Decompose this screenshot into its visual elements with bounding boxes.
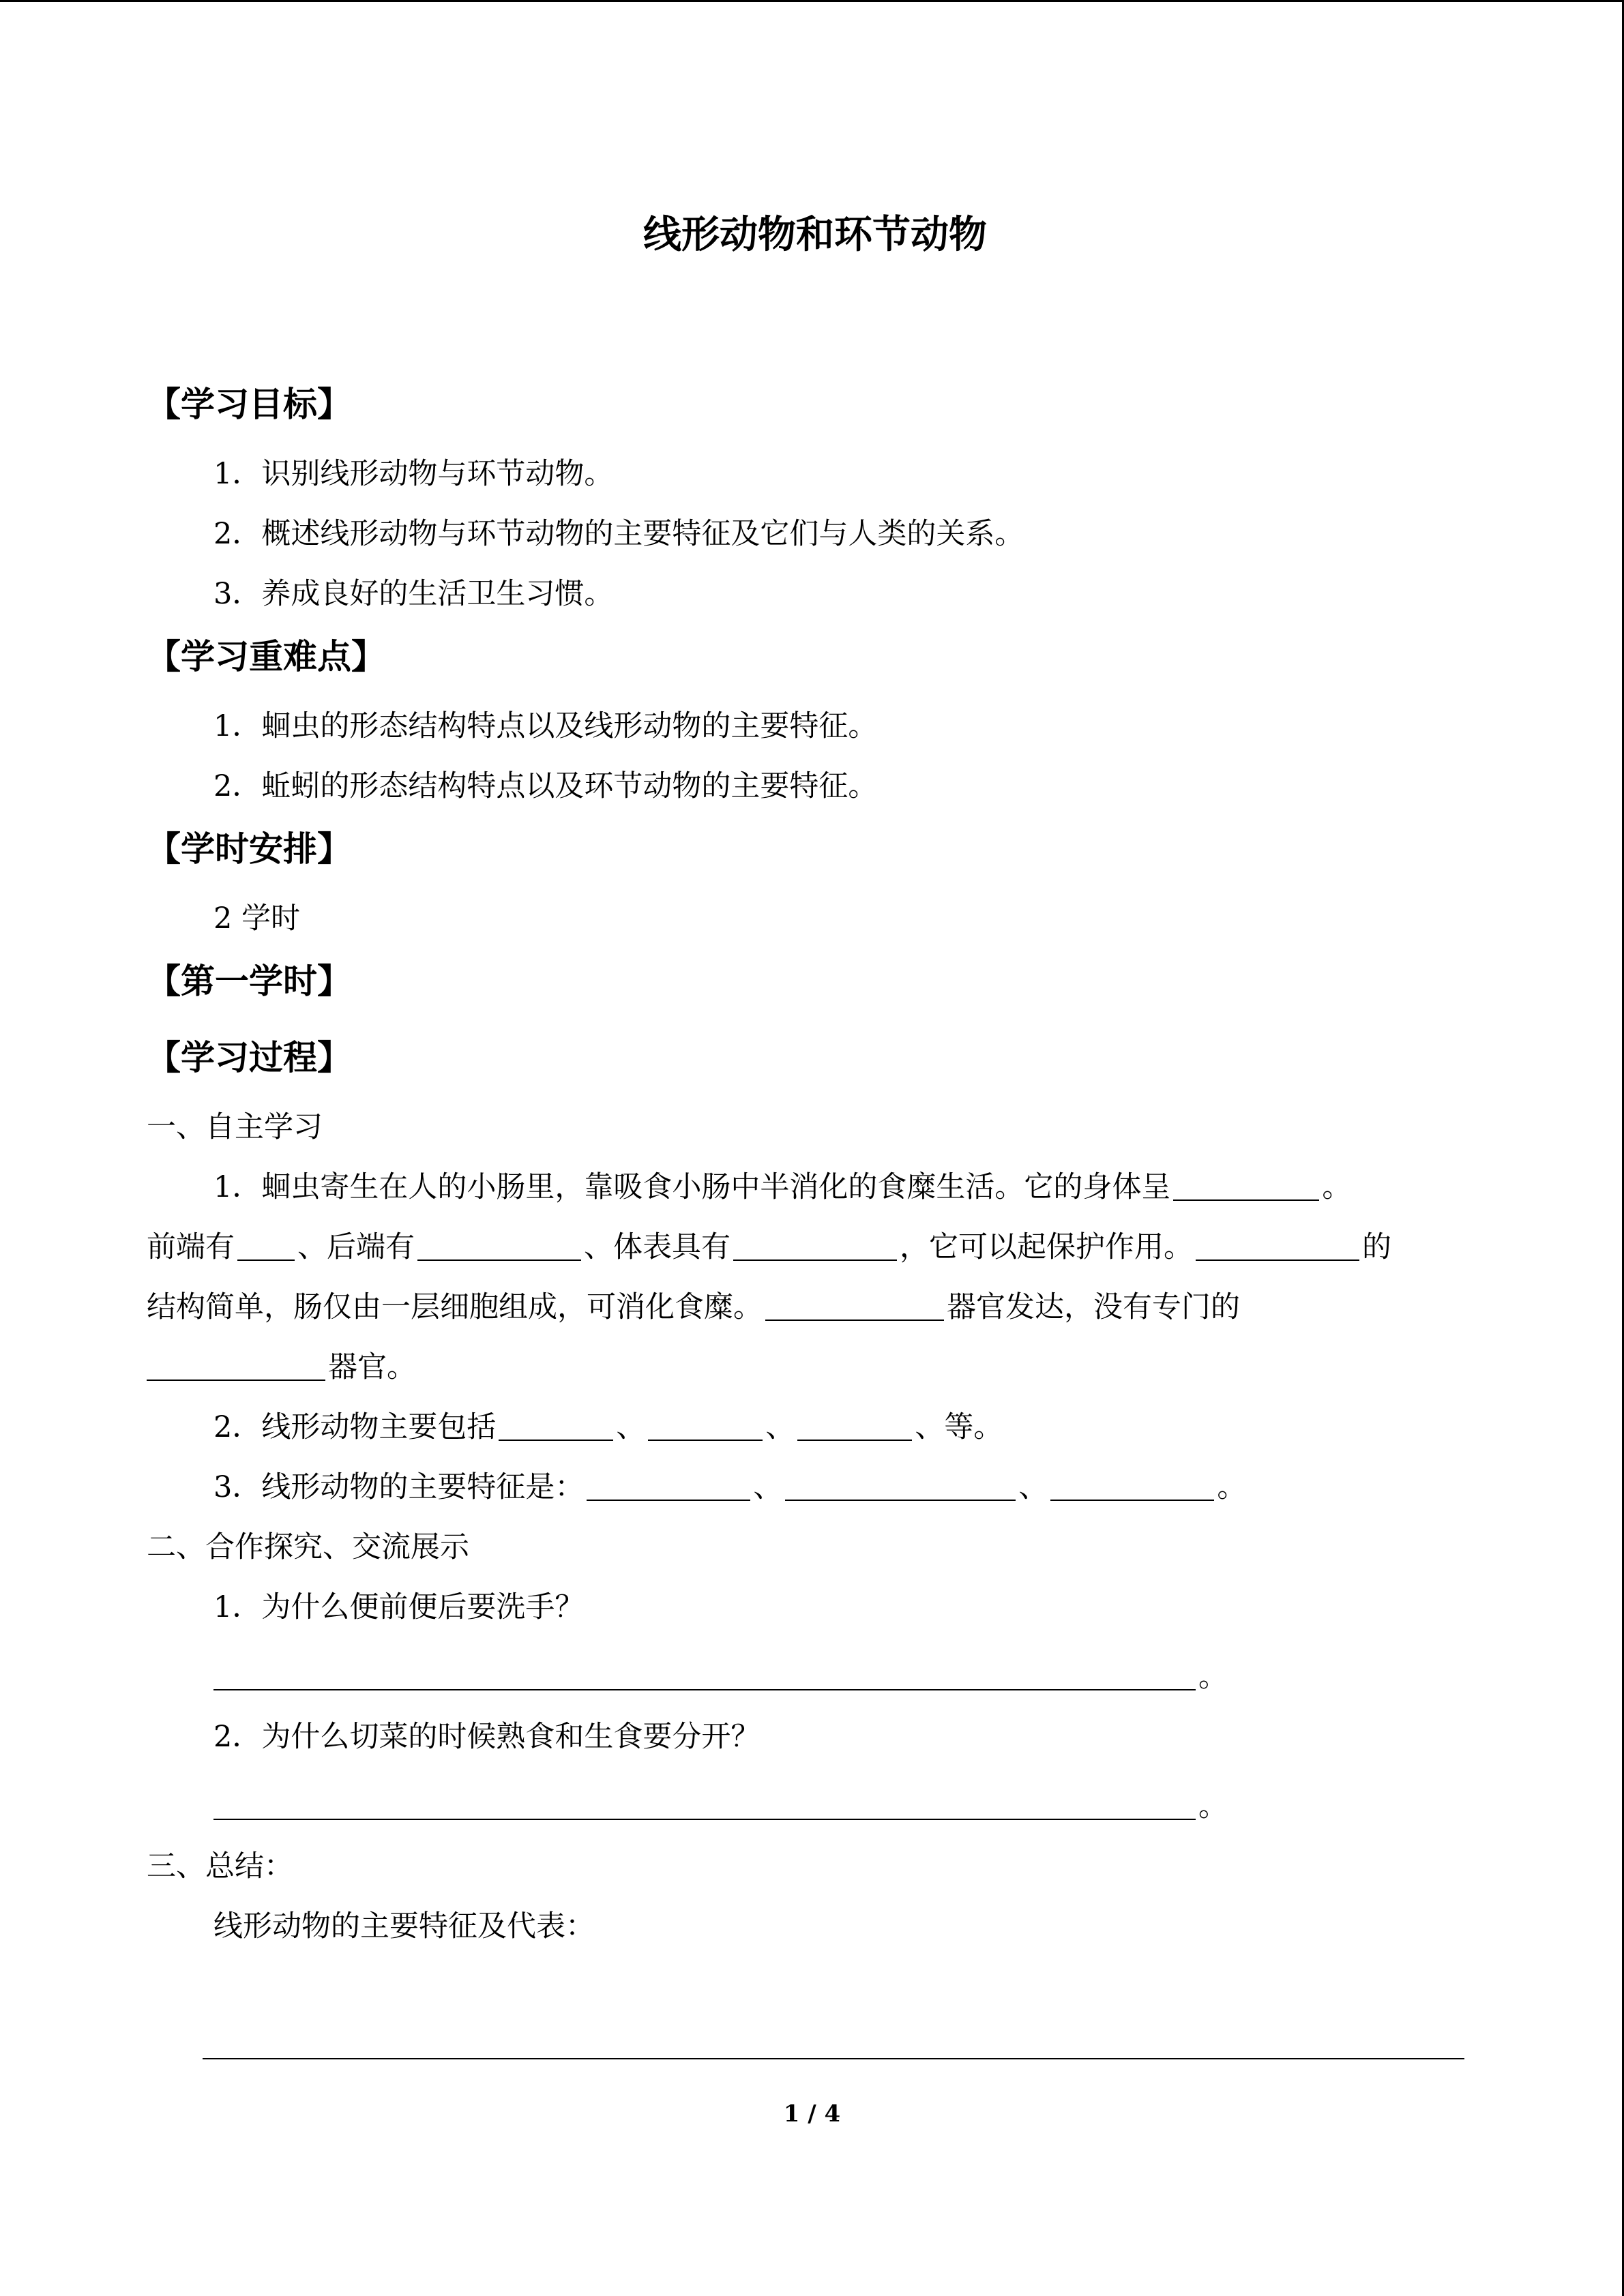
key-point-item: 2．蚯蚓的形态结构特点以及环节动物的主要特征。 bbox=[213, 769, 878, 803]
fill-blank[interactable] bbox=[1050, 1472, 1214, 1501]
heading-process: 【学习过程】 bbox=[147, 1038, 351, 1077]
page-number: 1 / 4 bbox=[783, 2100, 841, 2128]
fill-blank[interactable] bbox=[785, 1472, 1016, 1501]
fill-blank[interactable] bbox=[1196, 1232, 1359, 1261]
answer-line-2: 。 bbox=[147, 1776, 1483, 1836]
key-point-item: 1．蛔虫的形态结构特点以及线形动物的主要特征。 bbox=[213, 709, 878, 743]
fill-blank[interactable] bbox=[765, 1292, 944, 1321]
document-title: 线形动物和环节动物 bbox=[643, 213, 987, 257]
fill-blank[interactable] bbox=[499, 1412, 613, 1441]
page-border-top bbox=[0, 0, 1624, 2]
goal-item: 3．养成良好的生活卫生习惯。 bbox=[213, 577, 614, 611]
heading-key-points: 【学习重难点】 bbox=[147, 637, 385, 676]
fill-blank[interactable] bbox=[648, 1412, 763, 1441]
question-1-line-3: 结构简单，肠仅由一层细胞组成，可消化食糜。 器官发达，没有专门的 bbox=[147, 1290, 1240, 1324]
fill-blank[interactable] bbox=[417, 1232, 581, 1261]
fill-blank[interactable] bbox=[147, 1352, 325, 1381]
question-1-line-1: 1．蛔虫寄生在人的小肠里，靠吸食小肠中半消化的食糜生活。它的身体呈 。 bbox=[213, 1170, 1352, 1204]
cooperation-question-1: 1．为什么便前便后要洗手？ bbox=[213, 1590, 585, 1624]
heading-goals: 【学习目标】 bbox=[147, 385, 351, 424]
goal-item: 1．识别线形动物与环节动物。 bbox=[213, 457, 614, 491]
cooperation-question-2: 2．为什么切菜的时候熟食和生食要分开？ bbox=[213, 1720, 761, 1754]
question-3: 3．线形动物的主要特征是： 、 、 。 bbox=[213, 1470, 1247, 1504]
summary-answer-line[interactable] bbox=[203, 2058, 1464, 2059]
goal-item: 2．概述线形动物与环节动物的主要特征及它们与人类的关系。 bbox=[213, 517, 1024, 551]
section-summary: 三、总结： bbox=[147, 1849, 293, 1883]
fill-blank[interactable] bbox=[237, 1232, 295, 1261]
heading-first-period: 【第一学时】 bbox=[147, 961, 351, 1001]
fill-blank[interactable] bbox=[587, 1472, 750, 1501]
answer-blank[interactable] bbox=[213, 1662, 1196, 1690]
schedule-text: 2 学时 bbox=[213, 901, 301, 936]
heading-schedule: 【学时安排】 bbox=[147, 829, 351, 869]
question-1-line-2: 前端有 、后端有 、体表具有 ，它可以起保护作用。 的 bbox=[147, 1230, 1391, 1264]
document-page bbox=[147, 164, 1483, 1956]
section-self-study: 一、自主学习 bbox=[147, 1110, 323, 1144]
fill-blank[interactable] bbox=[733, 1232, 897, 1261]
answer-blank[interactable] bbox=[213, 1791, 1196, 1820]
summary-text: 线形动物的主要特征及代表： bbox=[213, 1909, 595, 1943]
fill-blank[interactable] bbox=[797, 1412, 912, 1441]
question-1-line-4: 器官。 bbox=[147, 1337, 1483, 1397]
answer-line-1: 。 bbox=[147, 1647, 1483, 1707]
question-2: 2．线形动物主要包括 、 、 、等。 bbox=[213, 1410, 1003, 1444]
fill-blank[interactable] bbox=[1173, 1172, 1319, 1201]
section-cooperation: 二、合作探究、交流展示 bbox=[147, 1530, 469, 1564]
